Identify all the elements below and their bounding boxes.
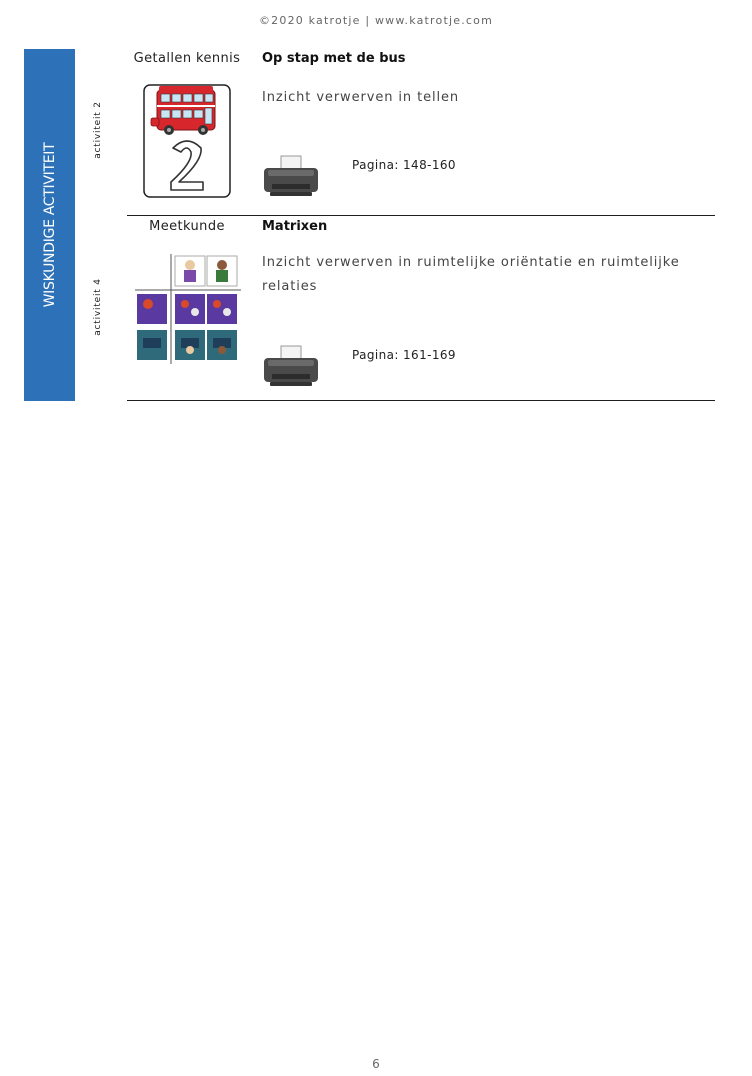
page-header: ©2020 katrotje | www.katrotje.com bbox=[258, 14, 493, 27]
bus-number-card-icon bbox=[143, 84, 231, 198]
sidebar-banner bbox=[24, 49, 75, 401]
activity-category: Getallen kennis bbox=[133, 51, 241, 66]
sidebar-label: WISKUNDIGE ACTIVITEIT bbox=[41, 142, 58, 308]
activity-row bbox=[127, 216, 715, 401]
page-number: 6 bbox=[372, 1057, 380, 1071]
activity-description: Inzicht verwerven in ruimtelijke oriëntatie en ruimtelijke relaties bbox=[262, 255, 680, 294]
printer-icon bbox=[262, 154, 320, 198]
activity-side-label: activiteit 4 bbox=[93, 278, 103, 336]
activity-title: Op stap met de bus bbox=[262, 51, 406, 66]
activity-title: Matrixen bbox=[262, 219, 328, 234]
activity-description: Inzicht verwerven in tellen bbox=[262, 90, 460, 105]
activity-side-label: activiteit 2 bbox=[93, 101, 103, 159]
activity-pages: Pagina: 161-169 bbox=[352, 348, 456, 362]
activity-category: Meetkunde bbox=[149, 219, 225, 234]
matrix-grid-icon bbox=[135, 254, 241, 364]
activity-row bbox=[127, 48, 715, 216]
printer-icon bbox=[262, 344, 320, 388]
activity-pages: Pagina: 148-160 bbox=[352, 158, 456, 172]
